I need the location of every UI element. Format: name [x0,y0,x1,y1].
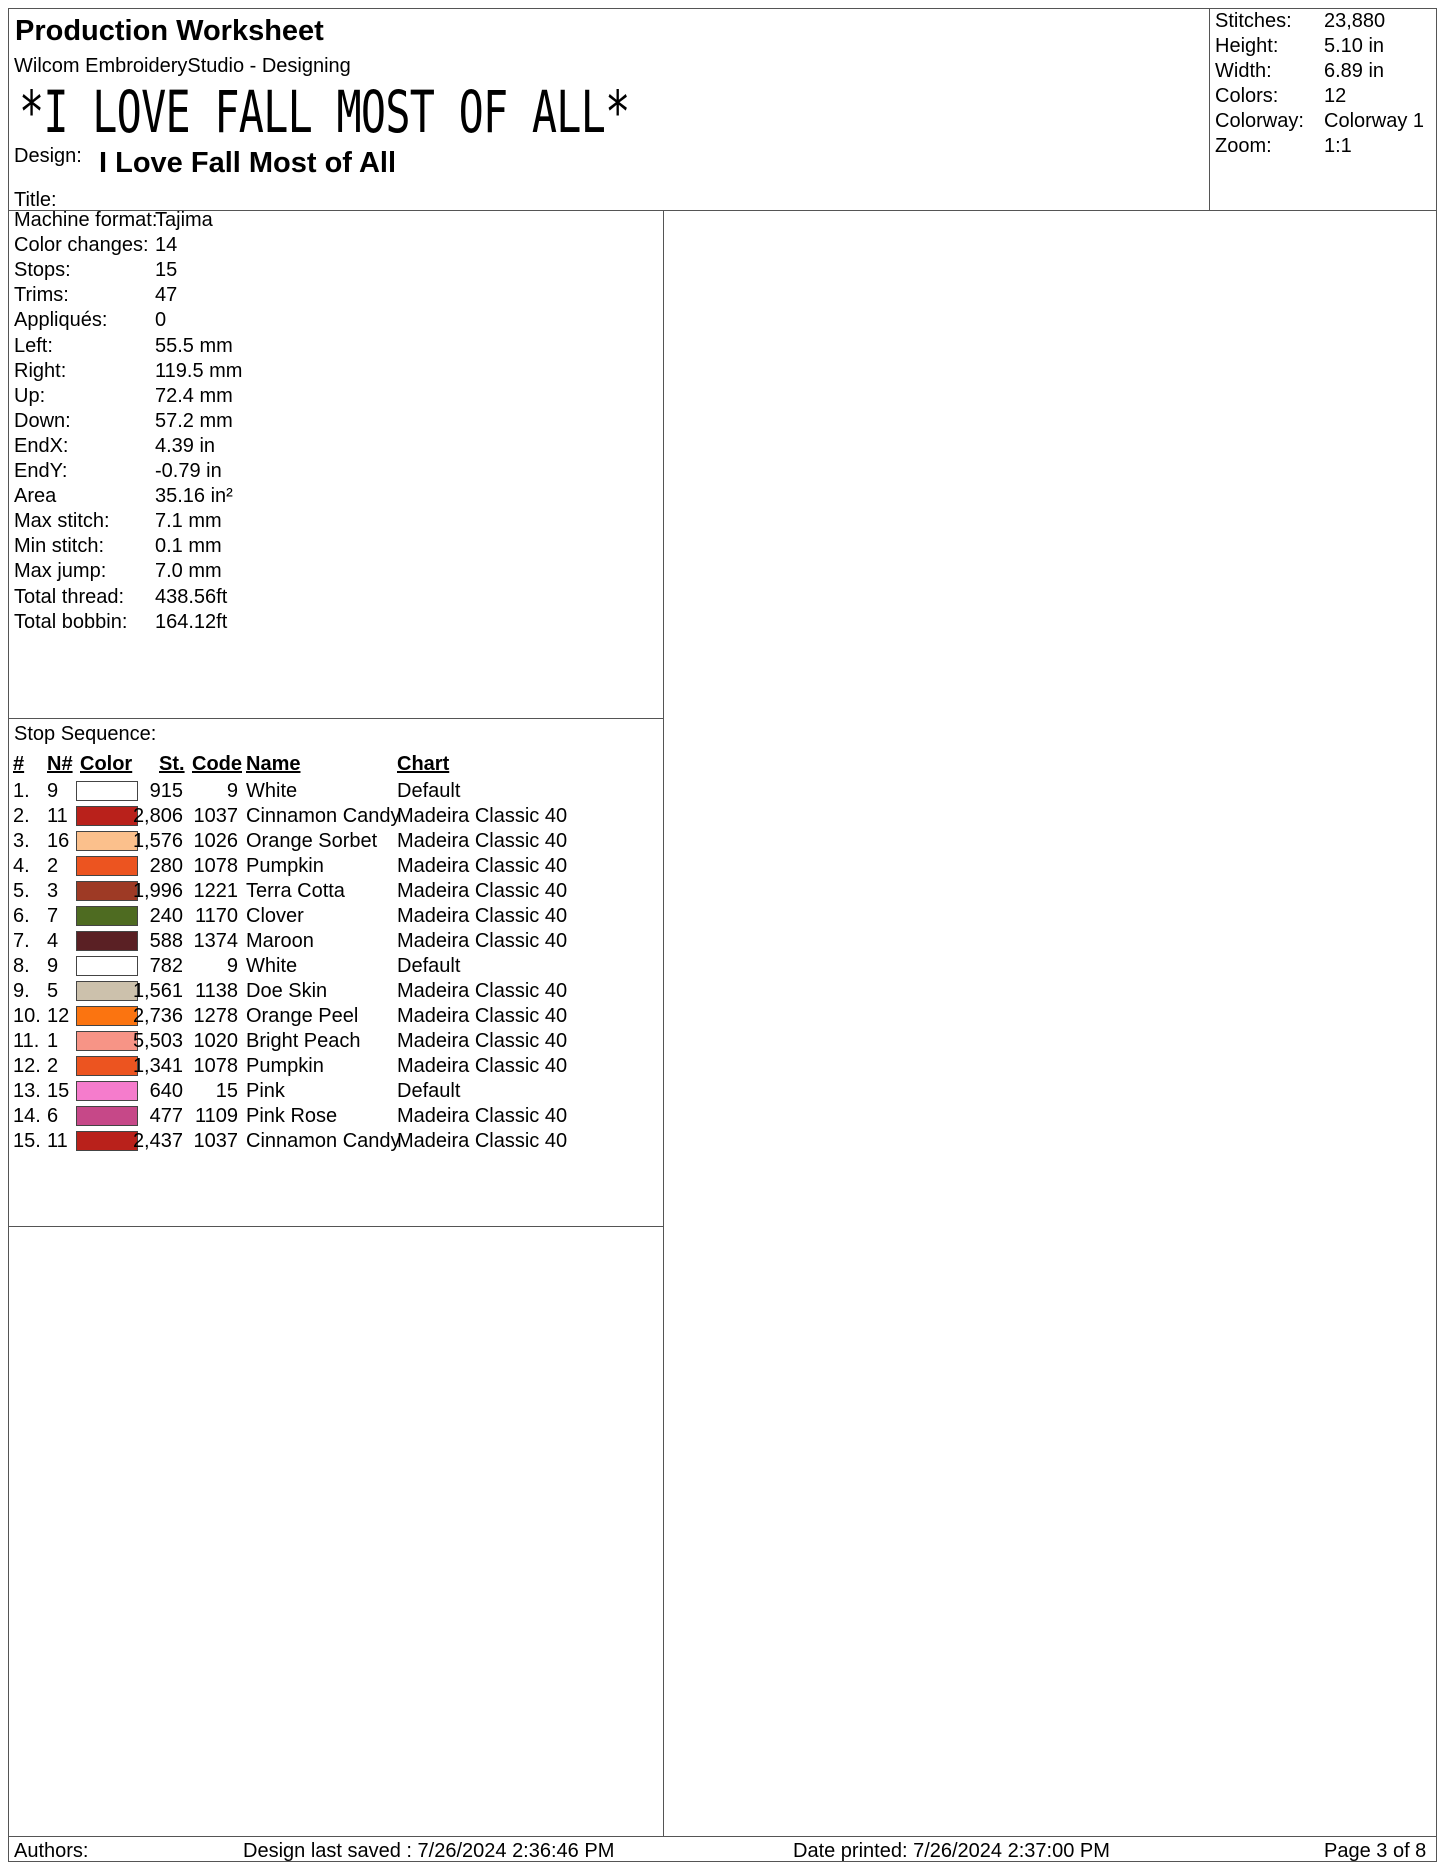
row-needle: 2 [47,855,59,877]
table-row [9,829,663,854]
summary-label: Colors: [1215,85,1279,107]
row-chart: Madeira Classic 40 [397,1005,568,1027]
row-code: 9 [226,955,238,977]
table-row [9,1129,663,1154]
row-stitches: 477 [149,1105,183,1127]
row-needle: 9 [47,955,59,977]
row-index: 8. [13,955,30,977]
summary-value: 6.89 in [1324,60,1385,82]
row-stitches: 240 [149,905,183,927]
summary-value: 5.10 in [1324,35,1385,57]
table-row [9,904,663,929]
row-stitches: 2,806 [132,805,183,827]
detail-value: 15 [155,259,178,282]
row-chart: Madeira Classic 40 [397,880,568,902]
row-index: 10. [13,1005,41,1027]
col-header-code: Code [192,753,242,775]
row-stitches: 2,437 [132,1130,183,1152]
detail-label: Min stitch: [14,535,105,558]
row-name: Clover [246,905,304,927]
row-chart: Default [397,780,461,802]
detail-label: Color changes: [14,234,149,257]
table-row [9,804,663,829]
footer-page-number: Page 3 of 8 [1324,1840,1427,1862]
row-stitches: 280 [149,855,183,877]
col-header-color: Color [80,753,133,775]
detail-value: 14 [155,234,178,257]
summary-label: Colorway: [1215,110,1304,132]
row-index: 14. [13,1105,41,1127]
design-name: I Love Fall Most of All [99,147,396,179]
row-chart: Madeira Classic 40 [397,1055,568,1077]
row-index: 15. [13,1130,41,1152]
row-code: 15 [215,1080,238,1102]
title-label: Title: [14,189,57,211]
row-needle: 16 [47,830,70,852]
row-needle: 4 [47,930,59,952]
table-row [9,879,663,904]
detail-label: Max jump: [14,560,107,583]
row-name: Pink Rose [246,1105,338,1127]
row-stitches: 1,561 [132,980,183,1002]
summary-value: Colorway 1 [1324,110,1425,132]
design-lettering: *I LOVE FALL MOST OF ALL* [19,78,630,146]
detail-value: 7.0 mm [155,560,222,583]
table-row [9,1104,663,1129]
row-chart: Madeira Classic 40 [397,805,568,827]
detail-value: 119.5 mm [155,359,243,382]
row-name: Pumpkin [246,855,324,877]
row-chart: Default [397,955,461,977]
row-needle: 15 [47,1080,70,1102]
row-code: 1078 [193,855,238,877]
row-chart: Madeira Classic 40 [397,1105,568,1127]
row-needle: 11 [47,1130,68,1152]
detail-label: Up: [14,384,46,407]
row-index: 9. [13,980,30,1002]
detail-value: 7.1 mm [155,510,222,533]
details-panel [9,210,663,718]
row-stitches: 588 [149,930,183,952]
detail-label: Down: [14,409,71,432]
stop-sequence-divider [9,1226,663,1227]
summary-label: Height: [1215,35,1279,57]
design-label: Design: [14,145,82,167]
detail-value: 57.2 mm [155,409,233,432]
row-needle: 2 [47,1055,59,1077]
detail-label: EndX: [14,434,69,457]
row-chart: Default [397,1080,461,1102]
detail-label: Total bobbin: [14,610,128,633]
row-name: White [246,780,298,802]
row-code: 1374 [193,930,238,952]
detail-value: Tajima [155,209,213,231]
detail-value: 55.5 mm [155,334,233,357]
row-index: 12. [13,1055,41,1077]
col-header-index: # [13,753,25,775]
col-header-stitches: St. [159,753,185,775]
row-stitches: 1,996 [132,880,183,902]
row-needle: 12 [47,1005,70,1027]
row-needle: 9 [47,780,59,802]
summary-label: Zoom: [1215,135,1272,157]
detail-value: 35.16 in² [155,485,233,508]
row-code: 1037 [193,1130,238,1152]
row-code: 1078 [193,1055,238,1077]
row-code: 1026 [193,830,238,852]
footer-last-saved: Design last saved : 7/26/2024 2:36:46 PM [243,1840,615,1862]
row-code: 1170 [194,905,238,927]
row-code: 1020 [193,1030,238,1052]
table-row [9,779,663,804]
detail-label: Right: [14,359,67,382]
row-name: Cinnamon Candy [246,805,401,827]
row-index: 6. [13,905,30,927]
row-name: Cinnamon Candy [246,1130,401,1152]
row-index: 13. [13,1080,41,1102]
software-name: Wilcom EmbroideryStudio - Designing [14,55,351,77]
row-needle: 7 [47,905,59,927]
row-index: 4. [13,855,30,877]
row-stitches: 1,341 [132,1055,183,1077]
row-code: 1138 [194,980,238,1002]
footer-date-printed: Date printed: 7/26/2024 2:37:00 PM [793,1840,1110,1862]
table-row [9,1079,663,1104]
table-row [9,979,663,1004]
table-row [9,929,663,954]
detail-value: 47 [155,284,178,307]
row-index: 5. [13,880,30,902]
detail-label: Total thread: [14,585,125,608]
row-name: Pink [246,1080,285,1102]
row-needle: 1 [47,1030,59,1052]
row-name: Doe Skin [246,980,328,1002]
row-needle: 6 [47,1105,59,1127]
detail-label: Machine format: [14,209,158,231]
detail-value: 438.56ft [155,585,228,608]
row-stitches: 1,576 [132,830,183,852]
production-worksheet [8,8,1437,1862]
table-row [9,1004,663,1029]
row-code: 9 [226,780,238,802]
row-index: 11. [13,1030,40,1052]
detail-value: 72.4 mm [155,384,233,407]
page-title: Production Worksheet [15,15,324,47]
row-stitches: 915 [149,780,183,802]
row-name: Bright Peach [246,1030,361,1052]
stop-sequence-label: Stop Sequence: [14,723,157,745]
row-name: Pumpkin [246,1055,324,1077]
row-needle: 5 [47,980,59,1002]
detail-value: 0.1 mm [155,535,222,558]
row-needle: 11 [47,805,68,827]
row-index: 2. [13,805,30,827]
col-header-chart: Chart [397,753,450,775]
table-row [9,954,663,979]
summary-label: Stitches: [1215,10,1292,32]
detail-label: Left: [14,334,53,357]
row-chart: Madeira Classic 40 [397,930,568,952]
summary-value: 12 [1324,85,1347,107]
stop-sequence-table [9,779,663,1226]
footer-divider [9,1836,1436,1837]
detail-value: -0.79 in [155,460,222,482]
stop-sequence-header [9,749,663,779]
detail-label: EndY: [14,460,68,482]
row-chart: Madeira Classic 40 [397,830,568,852]
row-index: 1. [13,780,30,802]
row-code: 1278 [193,1005,238,1027]
row-name: Orange Peel [246,1005,359,1027]
table-row [9,1029,663,1054]
row-code: 1109 [194,1105,238,1127]
row-code: 1037 [193,805,238,827]
summary-value: 1:1 [1324,135,1352,157]
row-chart: Madeira Classic 40 [397,1130,568,1152]
footer-authors: Authors: [14,1840,89,1862]
row-code: 1221 [193,880,238,902]
detail-label: Max stitch: [14,510,110,533]
row-needle: 3 [47,880,59,902]
row-stitches: 2,736 [132,1005,183,1027]
table-row [9,1054,663,1079]
detail-label: Appliqués: [14,309,108,332]
row-chart: Madeira Classic 40 [397,855,568,877]
summary-panel [1215,9,1435,209]
row-stitches: 640 [149,1080,183,1102]
detail-label: Trims: [14,284,69,307]
row-chart: Madeira Classic 40 [397,980,568,1002]
row-name: Terra Cotta [246,880,345,902]
col-header-needle: N# [47,753,73,775]
row-stitches: 5,503 [132,1030,183,1052]
row-index: 7. [13,930,30,952]
detail-label: Area [14,485,57,508]
summary-label: Width: [1215,60,1272,82]
row-index: 3. [13,830,30,852]
detail-value: 4.39 in [155,434,216,457]
row-name: White [246,955,298,977]
col-header-name: Name [246,753,301,775]
table-row [9,854,663,879]
row-stitches: 782 [149,955,183,977]
detail-label: Stops: [14,259,71,282]
row-name: Maroon [246,930,314,952]
detail-value: 164.12ft [155,610,228,633]
row-chart: Madeira Classic 40 [397,905,568,927]
row-chart: Madeira Classic 40 [397,1030,568,1052]
summary-value: 23,880 [1324,10,1386,32]
header-summary-divider [1209,9,1210,210]
row-name: Orange Sorbet [246,830,378,852]
column-divider [663,210,664,1837]
detail-value: 0 [155,309,167,332]
